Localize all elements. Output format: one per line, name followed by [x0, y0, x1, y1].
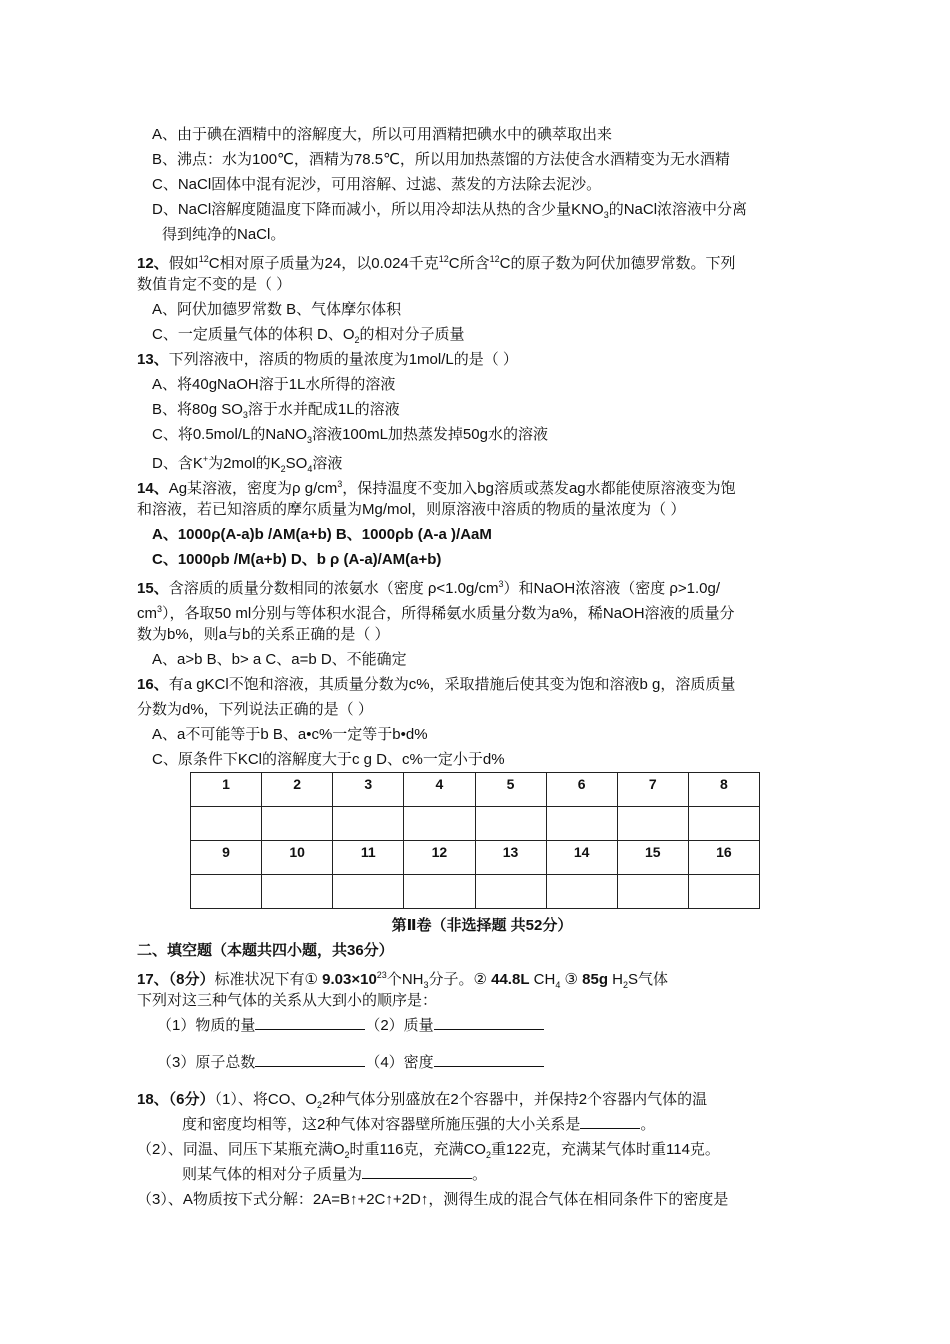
text-segment: 度和密度均相等，这2种气体对容器壁所施压强的大小关系是 [182, 1116, 581, 1133]
text-segment: ）和NaOH浓溶液（密度 ρ>1.0g/ [503, 580, 721, 597]
fill-in-section [137, 913, 827, 1212]
answer-table [190, 772, 760, 909]
subscript: 2 [317, 1100, 323, 1110]
text-line [137, 913, 827, 938]
answer-cell [404, 807, 475, 841]
text-line [137, 322, 827, 347]
answer-blank [434, 1051, 544, 1067]
text-segment: 为2mol的K [208, 455, 281, 472]
text-segment: 溶液 [312, 455, 343, 472]
superscript: 12 [198, 254, 209, 264]
text-line [137, 722, 827, 747]
text-segment: 则某气体的相对分子质量为 [182, 1166, 363, 1183]
question-number-cell: 8 [688, 773, 759, 807]
text-segment: （4）密度 [365, 1054, 434, 1071]
text-line [137, 497, 827, 522]
superscript: 3 [498, 579, 504, 589]
question-number-cell: 3 [333, 773, 404, 807]
text-segment: C、一定质量气体的体积 D、O [152, 326, 355, 343]
text-line [137, 547, 827, 572]
subscript: 2 [485, 1150, 491, 1160]
answer-cell [475, 807, 546, 841]
answer-cell [688, 875, 759, 909]
text-segment: C相对原子质量为24，以0.024千克 [208, 255, 439, 272]
answer-blank [434, 1014, 544, 1030]
superscript: 23 [376, 970, 387, 980]
superscript: + [202, 454, 209, 464]
text-segment: C、1000ρb /M(a+b) D、b ρ (A-a)/AM(a+b) [152, 551, 442, 568]
text-segment: C、原条件下KCl的溶解度大于c g D、c%一定小于d% [152, 751, 505, 768]
text-segment: 分数为d%，下列说法正确的是（ ） [137, 701, 373, 718]
text-line [137, 472, 827, 497]
answer-cell [617, 807, 688, 841]
subscript: 2 [623, 980, 629, 990]
text-segment: 和溶液，若已知溶质的摩尔质量为Mg/mol，则原溶液中溶质的物质的量浓度为（ ） [137, 501, 686, 518]
text-segment: cm [137, 605, 157, 622]
text-segment: 2种气体分别盛放在2个容器中，并保持2个容器内气体的温 [322, 1091, 708, 1108]
text-segment: SO [285, 455, 308, 472]
text-segment: S气体 [628, 971, 669, 988]
text-segment: （3）原子总数 [157, 1054, 256, 1071]
text-line [137, 147, 827, 172]
text-line [137, 172, 827, 197]
bold-text: 13、 [137, 351, 169, 368]
subscript: 4 [307, 464, 313, 474]
text-line [137, 622, 827, 647]
text-segment: ），各取50 ml分别与等体积水混合，所得稀氨水质量分数为a%，稀NaOH溶液的质量分 [162, 605, 735, 622]
text-segment: 假如 [168, 255, 199, 272]
superscript: 3 [337, 479, 343, 489]
subscript: 3 [423, 980, 429, 990]
text-line [137, 1137, 827, 1162]
text-segment: A、a>b B、b> a C、a=b D、不能确定 [152, 651, 407, 668]
text-segment: A、1000ρ(A-a)b /AM(a+b) B、1000ρb (A-a )/AaM [152, 526, 492, 543]
answer-blank [255, 1051, 365, 1067]
subscript: 4 [555, 980, 561, 990]
answer-blank [580, 1113, 640, 1129]
text-line [137, 1013, 827, 1050]
text-segment: 重122克，充满某气体时重114克。 [490, 1141, 720, 1158]
text-line [137, 447, 827, 472]
question-number-cell: 1 [191, 773, 262, 807]
subscript: 3 [307, 435, 313, 445]
text-line [137, 1112, 827, 1137]
text-line [137, 988, 827, 1013]
question-number-cell: 7 [617, 773, 688, 807]
question-number-cell: 5 [475, 773, 546, 807]
text-segment: 的相对分子质量 [359, 326, 465, 343]
text-line [137, 272, 827, 297]
text-line [137, 397, 827, 422]
question-number-cell: 14 [546, 841, 617, 875]
text-segment: 分子。② [428, 971, 492, 988]
text-segment: 溶液100mL加热蒸发掉50g水的溶液 [312, 426, 548, 443]
text-segment: H [608, 971, 623, 988]
text-line [137, 672, 827, 697]
bold-text: 12、 [137, 255, 169, 272]
answer-blank [255, 1014, 365, 1030]
text-segment: A、阿伏加德罗常数 B、气体摩尔体积 [152, 301, 402, 318]
bold-text: 15、 [137, 580, 169, 597]
question-number-cell: 11 [333, 841, 404, 875]
answer-cell [333, 875, 404, 909]
subscript: 2 [344, 1150, 350, 1160]
text-segment: 数为b%，则a与b的关系正确的是（ ） [137, 626, 390, 643]
text-segment: 的NaCl浓溶液中分离 [608, 201, 748, 218]
multiple-choice-section [137, 122, 827, 772]
question-number-cell: 12 [404, 841, 475, 875]
text-segment: D、含K [152, 455, 203, 472]
question-number-row [191, 841, 760, 875]
text-segment: 数值肯定不变的是（ ） [137, 276, 292, 293]
bold-text: 14、 [137, 480, 169, 497]
question-number-cell: 13 [475, 841, 546, 875]
text-segment: 。 [640, 1116, 656, 1133]
answer-blank [362, 1163, 472, 1179]
text-segment: ，保持温度不变加入bg溶质或蒸发ag水都能使原溶液变为饱 [342, 480, 736, 497]
text-line [137, 647, 827, 672]
text-line [137, 963, 827, 988]
text-segment: 二、填空题（本题共四小题，共36分） [137, 942, 394, 959]
text-segment: 含溶质的质量分数相同的浓氨水（密度 ρ<1.0g/cm [168, 580, 499, 597]
superscript: 12 [489, 254, 500, 264]
text-segment: A、由于碘在酒精中的溶解度大，所以可用酒精把碘水中的碘萃取出来 [152, 126, 613, 143]
text-line [137, 197, 827, 222]
text-line [137, 247, 827, 272]
text-segment: C、将0.5mol/L的NaNO [152, 426, 308, 443]
text-segment: A、将40gNaOH溶于1L水所得的溶液 [152, 376, 396, 393]
text-line [137, 747, 827, 772]
answer-cell [475, 875, 546, 909]
answer-cell [546, 875, 617, 909]
text-segment: D、NaCl溶解度随温度下降而减小，所以用冷却法从热的含少量KNO [152, 201, 604, 218]
answer-cell [191, 807, 262, 841]
question-number-row [191, 773, 760, 807]
text-segment: CH [529, 971, 556, 988]
superscript: 3 [157, 604, 163, 614]
text-segment: （3）、A物质按下式分解：2A=B↑+2C↑+2D↑，测得生成的混合气体在相同条件下的密度是 [137, 1191, 729, 1208]
text-segment: C所含 [448, 255, 490, 272]
text-line [137, 1187, 827, 1212]
text-segment: 下列对这三种气体的关系从大到小的顺序是： [137, 992, 438, 1009]
text-line [137, 597, 827, 622]
text-segment: 第Ⅱ卷（非选择题 共52分） [391, 917, 573, 934]
text-line [137, 1162, 827, 1187]
subscript: 3 [603, 210, 609, 220]
text-line [137, 1050, 827, 1087]
text-segment: 下列溶液中，溶质的物质的量浓度为1mol/L的是（ ） [168, 351, 518, 368]
text-line [137, 522, 827, 547]
text-segment: （2）质量 [365, 1017, 434, 1034]
subscript: 3 [242, 410, 248, 420]
question-number-cell: 15 [617, 841, 688, 875]
text-segment: B、沸点：水为100℃，酒精为78.5℃，所以用加热蒸馏的方法使含水酒精变为无水酒精 [152, 151, 730, 168]
text-segment: （1）物质的量 [157, 1017, 256, 1034]
question-number-cell: 16 [688, 841, 759, 875]
answer-cell [262, 807, 333, 841]
bold-text: 9.03×10 [322, 971, 377, 988]
question-number-cell: 2 [262, 773, 333, 807]
question-number-cell: 4 [404, 773, 475, 807]
text-line [137, 372, 827, 397]
bold-text: 16、 [137, 676, 169, 693]
text-line [137, 347, 827, 372]
text-line [137, 1087, 827, 1112]
subscript: 2 [280, 464, 286, 474]
bold-text: 85g [582, 971, 608, 988]
text-segment: 有a gKCl不饱和溶液，其质量分数为c%，采取措施后使其变为饱和溶液b g，溶质质量 [168, 676, 736, 693]
text-line [137, 697, 827, 722]
text-segment: 溶于水并配成1L的溶液 [247, 401, 400, 418]
text-segment: 。 [472, 1166, 488, 1183]
text-segment: 个NH [386, 971, 424, 988]
answer-cell [333, 807, 404, 841]
text-segment: （2）、同温、同压下某瓶充满O [137, 1141, 345, 1158]
answer-cell [191, 875, 262, 909]
text-segment: 得到纯净的NaCl。 [162, 226, 286, 243]
text-segment: A、a不可能等于b B、a•c%一定等于b•d% [152, 726, 428, 743]
text-segment: （1）、将CO、O [214, 1091, 318, 1108]
bold-text: 17、（8分） [137, 971, 215, 988]
text-line [137, 938, 827, 963]
bold-text: 44.8L [491, 971, 530, 988]
answer-cell [262, 875, 333, 909]
text-segment: C、NaCl固体中混有泥沙，可用溶解、过滤、蒸发的方法除去泥沙。 [152, 176, 602, 193]
answer-row [191, 807, 760, 841]
subscript: 2 [354, 335, 360, 345]
text-line [137, 422, 827, 447]
answer-cell [617, 875, 688, 909]
text-segment: 时重116克，充满CO [349, 1141, 486, 1158]
bold-text: 18、（6分） [137, 1091, 215, 1108]
text-line [137, 572, 827, 597]
text-line [137, 222, 827, 247]
superscript: 12 [438, 254, 449, 264]
text-segment: 标准状况下有① [214, 971, 323, 988]
answer-cell [688, 807, 759, 841]
text-segment: Ag某溶液，密度为ρ g/cm [168, 480, 338, 497]
answer-row [191, 875, 760, 909]
text-segment: B、将80g SO [152, 401, 243, 418]
answer-cell [404, 875, 475, 909]
question-number-cell: 6 [546, 773, 617, 807]
text-segment: ③ [560, 971, 583, 988]
question-number-cell: 10 [262, 841, 333, 875]
question-number-cell: 9 [191, 841, 262, 875]
answer-cell [546, 807, 617, 841]
text-line [137, 122, 827, 147]
text-segment: C的原子数为阿伏加德罗常数。下列 [499, 255, 736, 272]
text-line [137, 297, 827, 322]
